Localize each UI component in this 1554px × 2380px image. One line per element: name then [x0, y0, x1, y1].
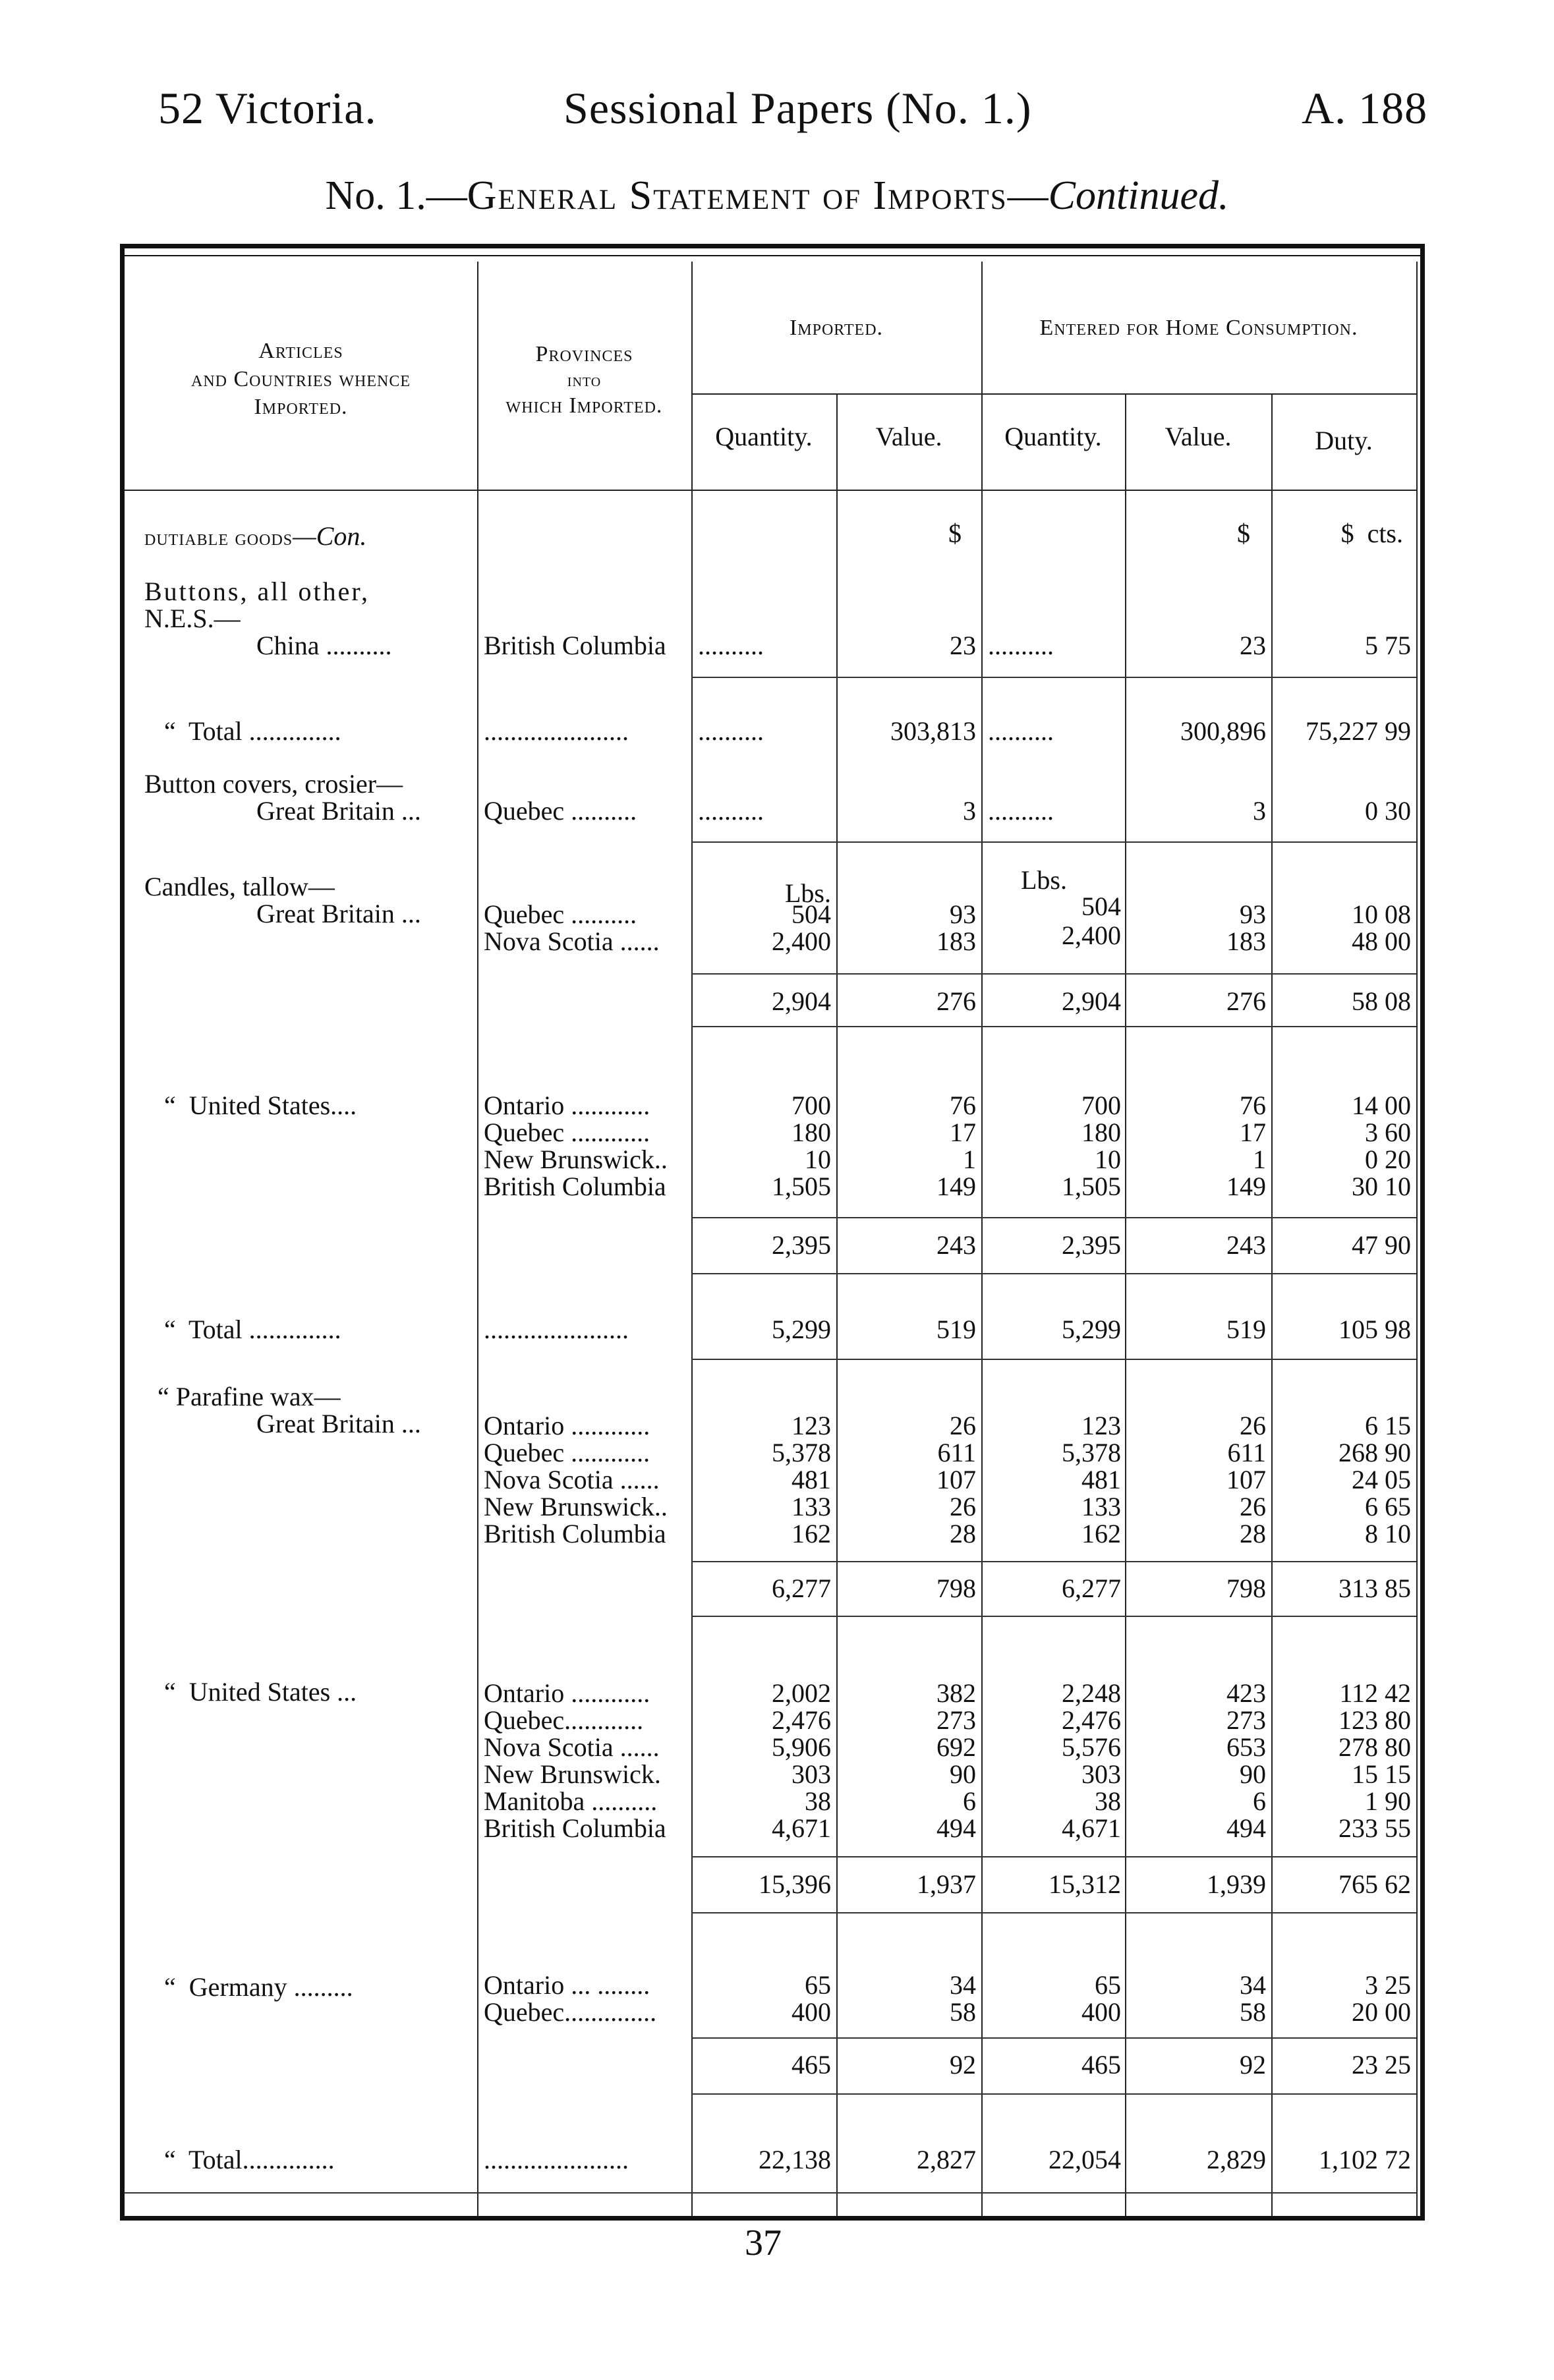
sum-value2: 1,939	[1207, 1869, 1266, 1899]
value: 1	[963, 1145, 976, 1174]
value: 26	[950, 1492, 976, 1521]
duty: 233 55	[1338, 1813, 1411, 1843]
value: 107	[936, 1465, 976, 1494]
quantity: 481	[791, 1465, 831, 1494]
value2: 519	[1226, 1315, 1266, 1344]
running-header-left: 52 Victoria.	[158, 83, 377, 133]
unit-lbs: Lbs.	[785, 878, 831, 908]
unit-lbs2: Lbs.	[1021, 865, 1067, 895]
sum-value: 798	[936, 1573, 976, 1603]
duty: 75,227 99	[1306, 716, 1411, 746]
quantity2: 5,378	[1062, 1438, 1121, 1467]
value2: 107	[1226, 1465, 1266, 1494]
unit-value2: $	[1237, 519, 1250, 548]
value2: 76	[1240, 1091, 1266, 1120]
quantity: 133	[791, 1492, 831, 1521]
value: 28	[950, 1519, 976, 1548]
value2: 149	[1226, 1172, 1266, 1201]
duty: 10 08	[1352, 899, 1411, 929]
quantity2: 123	[1081, 1411, 1121, 1440]
sum-quantity2: 2,395	[1062, 1230, 1121, 1260]
duty: 20 00	[1352, 1997, 1411, 2027]
col-head-value: Value.	[875, 422, 942, 451]
quantity: 4,671	[772, 1813, 831, 1843]
value: 611	[937, 1438, 976, 1467]
value: 2,827	[917, 2145, 976, 2174]
quantity2: 10	[1095, 1145, 1121, 1174]
value: 23	[950, 631, 976, 660]
quantity2: 2,400	[1062, 921, 1121, 950]
value2: 34	[1240, 1970, 1266, 2000]
value2: 17	[1240, 1118, 1266, 1147]
quantity: 504	[791, 899, 831, 929]
province: Quebec............	[484, 1705, 644, 1735]
col-head-provinces: Provinces into which Imported.	[505, 342, 663, 418]
unit-value: $	[948, 519, 962, 548]
sum-duty: 313 85	[1338, 1573, 1411, 1603]
value2: 300,896	[1180, 716, 1266, 746]
col-head-articles: Articles and Countries whence Imported.	[191, 339, 411, 419]
duty: 268 90	[1338, 1438, 1411, 1467]
province: British Columbia	[484, 1813, 666, 1843]
page-number: 37	[745, 2223, 782, 2263]
article-total-buttons: “ Total ..............	[164, 716, 341, 746]
duty: 8 10	[1365, 1519, 1411, 1548]
province: Ontario ............	[484, 1678, 650, 1708]
province: Ontario ............	[484, 1091, 650, 1120]
quantity2: ..........	[988, 631, 1054, 660]
value: 3	[963, 796, 976, 826]
province: Quebec ............	[484, 1118, 650, 1147]
quantity: ..........	[698, 716, 764, 746]
value2: 1	[1253, 1145, 1266, 1174]
quantity: 123	[791, 1411, 831, 1440]
sum-value2: 243	[1226, 1230, 1266, 1260]
quantity: 303	[791, 1759, 831, 1789]
province: British Columbia	[484, 1172, 666, 1201]
value2: 2,829	[1207, 2145, 1266, 2174]
quantity: 5,378	[772, 1438, 831, 1467]
quantity2: 1,505	[1062, 1172, 1121, 1201]
sum-value: 276	[936, 986, 976, 1016]
value: 58	[950, 1997, 976, 2027]
value2: 28	[1240, 1519, 1266, 1548]
sum-duty: 58 08	[1352, 986, 1411, 1016]
value2: 653	[1226, 1732, 1266, 1762]
col-head-entered: Entered for Home Consumption.	[1039, 316, 1358, 340]
value2: 183	[1226, 926, 1266, 956]
quantity2: 504	[1081, 892, 1121, 921]
sum-value: 243	[936, 1230, 976, 1260]
province: Quebec ............	[484, 1438, 650, 1467]
unit-duty: $ cts.	[1340, 519, 1403, 548]
province: Nova Scotia ......	[484, 1732, 660, 1762]
value2: 273	[1226, 1705, 1266, 1735]
value2: 3	[1253, 796, 1266, 826]
quantity2: 5,299	[1062, 1315, 1121, 1344]
quantity2: 303	[1081, 1759, 1121, 1789]
value: 76	[950, 1091, 976, 1120]
quantity2: 5,576	[1062, 1732, 1121, 1762]
quantity: ..........	[698, 631, 764, 660]
article-germany: “ Germany .........	[164, 1972, 353, 2002]
quantity2: 162	[1081, 1519, 1121, 1548]
quantity: 400	[791, 1997, 831, 2027]
quantity: 2,476	[772, 1705, 831, 1735]
article-candles: Candles, tallow— Great Britain ...	[144, 872, 421, 928]
col-head-imported: Imported.	[789, 316, 884, 340]
value: 183	[936, 926, 976, 956]
article-button-covers: Button covers, crosier— Great Britain ...	[144, 769, 421, 826]
sum-duty: 23 25	[1352, 2050, 1411, 2080]
duty: 0 30	[1365, 796, 1411, 826]
value2: 93	[1240, 899, 1266, 929]
value: 90	[950, 1759, 976, 1789]
page-title: No. 1.—General Statement of Imports—Continued.	[325, 173, 1229, 218]
province: Nova Scotia ......	[484, 926, 660, 956]
province: ......................	[484, 716, 629, 746]
duty: 105 98	[1338, 1315, 1411, 1344]
value: 34	[950, 1970, 976, 2000]
quantity: ..........	[698, 796, 764, 826]
province: British Columbia	[484, 1519, 666, 1548]
col-head-value2: Value.	[1165, 422, 1232, 451]
sum-quantity: 465	[791, 2050, 831, 2080]
duty: 24 05	[1352, 1465, 1411, 1494]
duty: 123 80	[1338, 1705, 1411, 1735]
value: 6	[963, 1786, 976, 1816]
sum-quantity: 15,396	[759, 1869, 831, 1899]
province: Quebec ..........	[484, 899, 637, 929]
duty: 6 15	[1365, 1411, 1411, 1440]
title-number: No. 1.	[325, 173, 426, 218]
quantity2: ..........	[988, 796, 1054, 826]
sum-quantity2: 6,277	[1062, 1573, 1121, 1603]
quantity2: 700	[1081, 1091, 1121, 1120]
article-candles-us: “ United States....	[164, 1091, 357, 1120]
duty: 3 25	[1365, 1970, 1411, 2000]
duty: 1 90	[1365, 1786, 1411, 1816]
quantity: 162	[791, 1519, 831, 1548]
province: New Brunswick..	[484, 1145, 668, 1174]
quantity2: 133	[1081, 1492, 1121, 1521]
title-suffix: Continued.	[1048, 173, 1229, 218]
duty: 48 00	[1352, 926, 1411, 956]
quantity2: ..........	[988, 716, 1054, 746]
quantity2: 38	[1095, 1786, 1121, 1816]
article-total-parafine: “ Total..............	[164, 2145, 335, 2174]
sum-quantity: 2,395	[772, 1230, 831, 1260]
sum-quantity2: 465	[1081, 2050, 1121, 2080]
sum-duty: 765 62	[1338, 1869, 1411, 1899]
section-label: dutiable goods—Con.	[144, 521, 367, 551]
sum-duty: 47 90	[1352, 1230, 1411, 1260]
quantity: 2,002	[772, 1678, 831, 1708]
value2: 58	[1240, 1997, 1266, 2027]
value: 382	[936, 1678, 976, 1708]
province: Ontario ............	[484, 1411, 650, 1440]
value: 26	[950, 1411, 976, 1440]
sum-quantity: 2,904	[772, 986, 831, 1016]
quantity: 10	[805, 1145, 831, 1174]
quantity: 2,400	[772, 926, 831, 956]
quantity2: 2,476	[1062, 1705, 1121, 1735]
value2: 26	[1240, 1411, 1266, 1440]
col-head-quantity2: Quantity.	[1004, 422, 1102, 451]
value: 692	[936, 1732, 976, 1762]
value2: 423	[1226, 1678, 1266, 1708]
article-total-candles: “ Total ..............	[164, 1315, 341, 1344]
province: Nova Scotia ......	[484, 1465, 660, 1494]
value: 93	[950, 899, 976, 929]
sum-quantity2: 15,312	[1049, 1869, 1121, 1899]
province: British Columbia	[484, 631, 666, 660]
sum-quantity2: 2,904	[1062, 986, 1121, 1016]
sum-value2: 276	[1226, 986, 1266, 1016]
quantity: 5,906	[772, 1732, 831, 1762]
province: Quebec..............	[484, 1997, 657, 2027]
quantity: 1,505	[772, 1172, 831, 1201]
quantity2: 4,671	[1062, 1813, 1121, 1843]
quantity: 38	[805, 1786, 831, 1816]
quantity2: 22,054	[1049, 2145, 1121, 2174]
duty: 1,102 72	[1319, 2145, 1411, 2174]
value: 303,813	[890, 716, 976, 746]
duty: 14 00	[1352, 1091, 1411, 1120]
quantity2: 400	[1081, 1997, 1121, 2027]
duty: 278 80	[1338, 1732, 1411, 1762]
value: 494	[936, 1813, 976, 1843]
article-buttons: Buttons, all other, N.E.S.— China ..........	[144, 577, 392, 660]
value2: 6	[1253, 1786, 1266, 1816]
duty: 3 60	[1365, 1118, 1411, 1147]
duty: 6 65	[1365, 1492, 1411, 1521]
province: New Brunswick.	[484, 1759, 661, 1789]
value2: 23	[1240, 631, 1266, 660]
value: 519	[936, 1315, 976, 1344]
value2: 90	[1240, 1759, 1266, 1789]
duty: 0 20	[1365, 1145, 1411, 1174]
running-header-center: Sessional Papers (No. 1.)	[563, 83, 1032, 133]
duty: 5 75	[1365, 631, 1411, 660]
value2: 26	[1240, 1492, 1266, 1521]
value: 273	[936, 1705, 976, 1735]
province: Manitoba ..........	[484, 1786, 658, 1816]
article-parafine-wax: “ Parafine wax— Great Britain ...	[158, 1382, 421, 1438]
quantity2: 180	[1081, 1118, 1121, 1147]
col-head-duty: Duty.	[1315, 426, 1373, 455]
value2: 611	[1227, 1438, 1266, 1467]
value: 17	[950, 1118, 976, 1147]
province: Quebec ..........	[484, 796, 637, 826]
duty: 15 15	[1352, 1759, 1411, 1789]
duty: 30 10	[1352, 1172, 1411, 1201]
province: ......................	[484, 2145, 629, 2174]
sum-value2: 92	[1240, 2050, 1266, 2080]
value: 149	[936, 1172, 976, 1201]
value2: 494	[1226, 1813, 1266, 1843]
duty: 112 42	[1339, 1678, 1411, 1708]
province: New Brunswick..	[484, 1492, 668, 1521]
title-text: General Statement of Imports	[467, 173, 1008, 218]
col-head-quantity: Quantity.	[715, 422, 813, 451]
quantity2: 65	[1095, 1970, 1121, 2000]
quantity: 180	[791, 1118, 831, 1147]
article-parafine-us: “ United States ...	[164, 1677, 357, 1707]
quantity2: 481	[1081, 1465, 1121, 1494]
quantity: 22,138	[759, 2145, 831, 2174]
sum-value: 1,937	[917, 1869, 976, 1899]
province: ......................	[484, 1315, 629, 1344]
statement-table	[120, 244, 1425, 2221]
quantity: 700	[791, 1091, 831, 1120]
quantity: 5,299	[772, 1315, 831, 1344]
quantity2: 2,248	[1062, 1678, 1121, 1708]
province: Ontario ... ........	[484, 1970, 650, 2000]
sum-value: 92	[950, 2050, 976, 2080]
running-header-right: A. 188	[1302, 83, 1428, 133]
sum-quantity: 6,277	[772, 1573, 831, 1603]
sum-value2: 798	[1226, 1573, 1266, 1603]
quantity: 65	[805, 1970, 831, 2000]
